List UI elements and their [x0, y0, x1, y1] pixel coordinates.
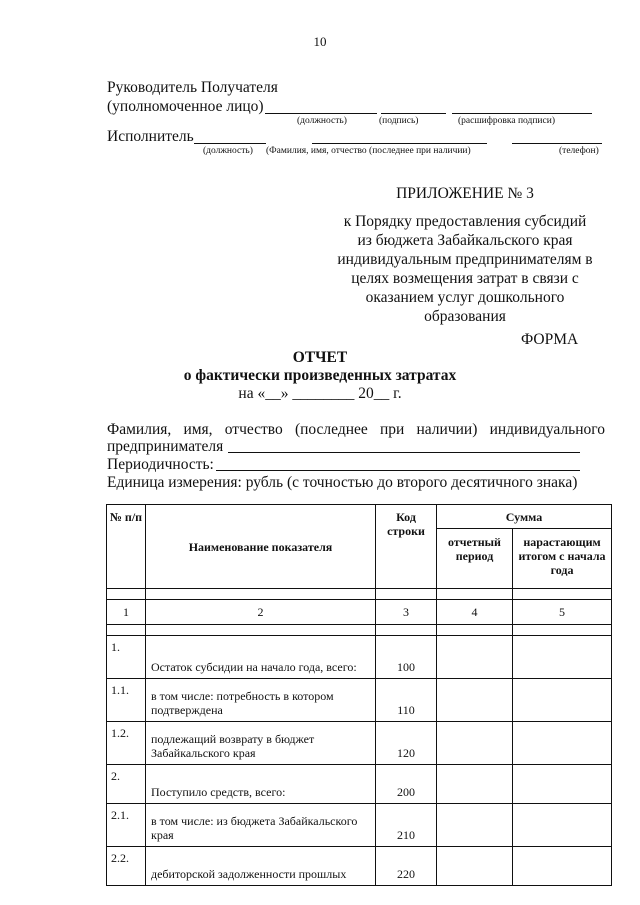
appendix-line: к Порядку предоставления субсидий [343, 213, 587, 230]
row-code: 200 [376, 765, 437, 804]
spacer-row [107, 625, 612, 636]
fio-word: (последнее [294, 421, 368, 438]
report-table [106, 504, 612, 886]
periodicity-line [216, 470, 580, 471]
caption-exec-position: (должность) [203, 146, 253, 156]
decode-line [452, 113, 592, 114]
exec-position-line [194, 143, 266, 144]
appendix-line: целях возмещения затрат в связи с [351, 270, 579, 287]
row-name: в том числе: из бюджета Забайкальского края [146, 804, 376, 847]
table-row [107, 847, 612, 886]
caption-exec-phone: (телефон) [559, 146, 599, 156]
unit-label: Единица измерения: рубль (с точностью до второго десятичного знака) [107, 474, 578, 491]
head-line2: (уполномоченное лицо) [107, 98, 264, 115]
table-row [107, 804, 612, 847]
row-name: Остаток субсидии на начало года, всего: [146, 636, 376, 679]
col-number: 2 [146, 600, 376, 625]
fio-word: Фамилия, [107, 421, 172, 438]
spacer-row [107, 589, 612, 600]
caption-signature: (подпись) [379, 116, 419, 126]
row-period-cell [437, 636, 513, 679]
caption-exec-name: (Фамилия, имя, отчество (последнее при наличии) [266, 146, 471, 156]
signature-line [381, 113, 446, 114]
report-title: ОТЧЕТ [292, 349, 348, 366]
header-num: № п/п [107, 505, 146, 589]
row-code: 100 [376, 636, 437, 679]
row-num: 1. [107, 636, 146, 679]
row-period-cell [437, 804, 513, 847]
column-number-row [107, 600, 612, 625]
col-number: 1 [107, 600, 146, 625]
header-name: Наименование показателя [146, 505, 376, 589]
caption-position: (должность) [297, 116, 347, 126]
row-num: 2.1. [107, 804, 146, 847]
header-period: отчетный период [437, 529, 513, 589]
head-line1: Руководитель Получателя [107, 79, 278, 96]
fio-word: имя, [183, 421, 213, 438]
row-code: 220 [376, 847, 437, 886]
fio-word: при [379, 421, 405, 438]
header-sum: Сумма [437, 505, 612, 529]
appendix-line: оказанием услуг дошкольного [365, 289, 565, 306]
header-code: Код строки [376, 505, 437, 589]
row-num: 2.2. [107, 847, 146, 886]
appendix-line: из бюджета Забайкальского края [357, 232, 573, 249]
header-cumulative: нарастающим итогом с начала года [513, 529, 612, 589]
row-num: 2. [107, 765, 146, 804]
row-code: 120 [376, 722, 437, 765]
table-row [107, 636, 612, 679]
appendix-title: ПРИЛОЖЕНИЕ № 3 [396, 185, 534, 202]
col-number: 5 [513, 600, 612, 625]
appendix-text [320, 212, 610, 326]
header-row [107, 505, 612, 529]
row-cumulative-cell [513, 847, 612, 886]
row-name: дебиторской задолженности прошлых [146, 847, 376, 886]
entrepreneur-label: предпринимателя [107, 438, 224, 455]
table-row [107, 765, 612, 804]
row-cumulative-cell [513, 722, 612, 765]
row-code: 110 [376, 679, 437, 722]
row-cumulative-cell [513, 804, 612, 847]
position-line [265, 113, 377, 114]
row-cumulative-cell [513, 636, 612, 679]
report-subtitle: о фактически произведенных затратах [183, 367, 457, 384]
row-period-cell [437, 847, 513, 886]
periodicity-label: Периодичность: [107, 456, 214, 473]
appendix-line: индивидуальным предпринимателям в [337, 251, 593, 268]
entrepreneur-line [228, 452, 580, 453]
col-number: 3 [376, 600, 437, 625]
appendix-line: образования [424, 308, 506, 325]
row-cumulative-cell [513, 765, 612, 804]
fio-line [107, 421, 605, 439]
row-period-cell [437, 765, 513, 804]
row-period-cell [437, 679, 513, 722]
table-row [107, 722, 612, 765]
page-number: 10 [313, 34, 327, 49]
row-num: 1.2. [107, 722, 146, 765]
row-name: в том числе: потребность в котором подтверждена [146, 679, 376, 722]
executor-label: Исполнитель [107, 128, 194, 145]
fio-word: отчество [224, 421, 283, 438]
report-date: на «__» ________ 20__ г. [238, 385, 402, 402]
row-name: подлежащий возврату в бюджет Забайкальского края [146, 722, 376, 765]
table-row [107, 679, 612, 722]
row-num: 1.1. [107, 679, 146, 722]
row-cumulative-cell [513, 679, 612, 722]
exec-phone-line [512, 143, 602, 144]
forma-label: ФОРМА [521, 331, 579, 348]
exec-name-line [312, 143, 487, 144]
row-code: 210 [376, 804, 437, 847]
col-number: 4 [437, 600, 513, 625]
fio-word: наличии) [416, 421, 478, 438]
fio-word: индивидуального [489, 421, 605, 438]
caption-decode: (расшифровка подписи) [458, 116, 555, 126]
row-name: Поступило средств, всего: [146, 765, 376, 804]
row-period-cell [437, 722, 513, 765]
